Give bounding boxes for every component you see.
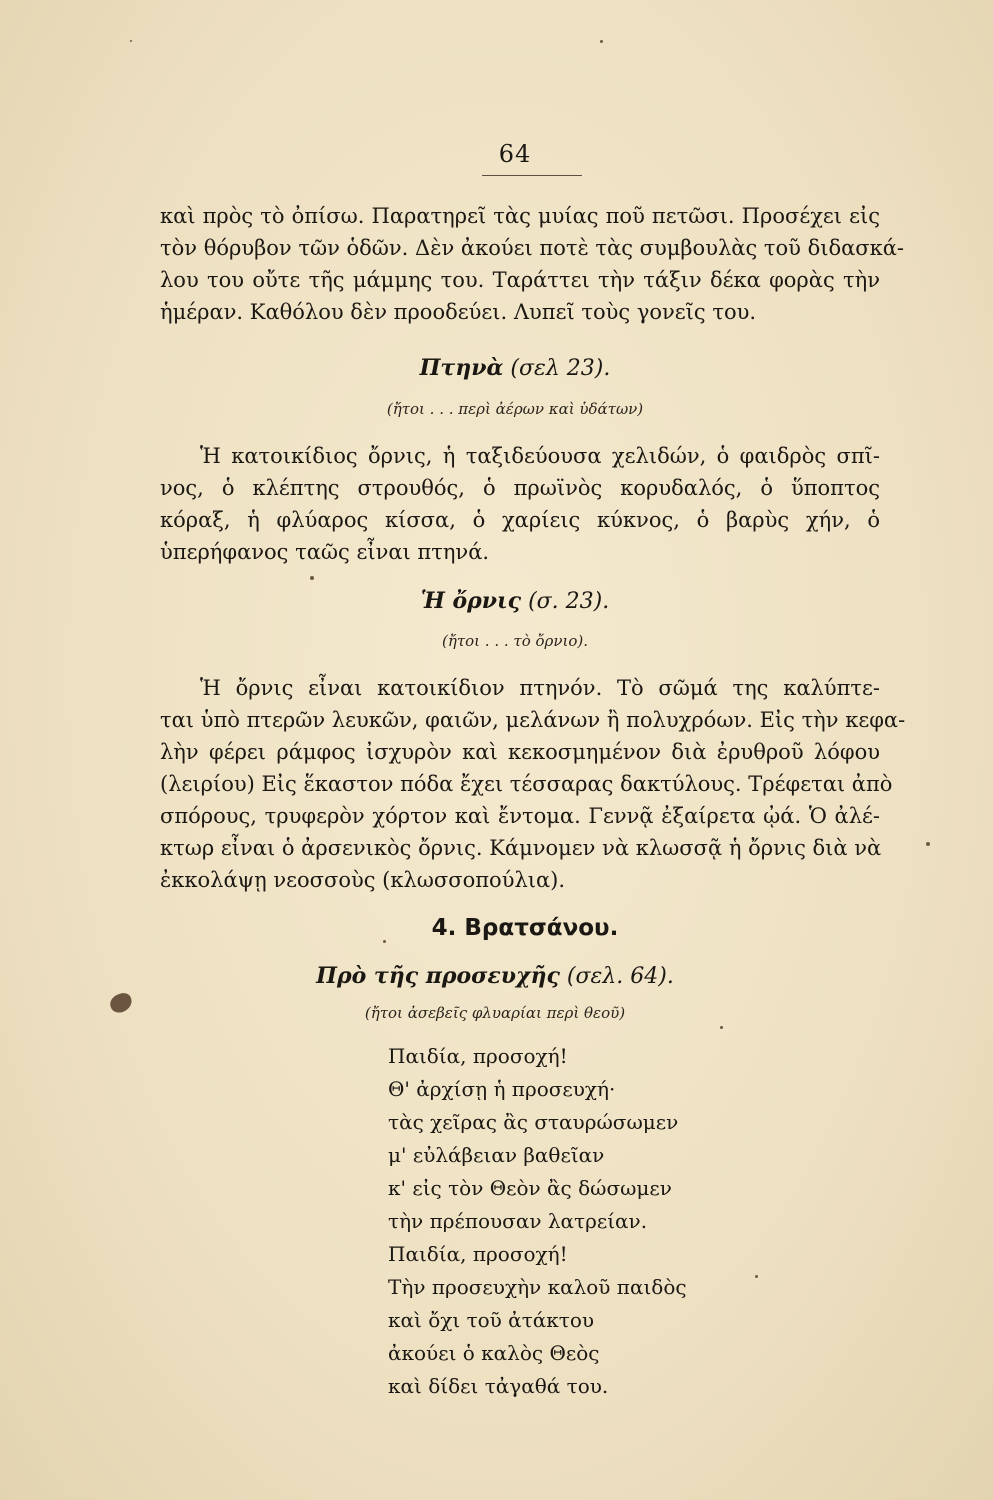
text-line: ἡμέραν. Καθόλου δὲν προοδεύει. Λυπεῖ τοὺς γονεῖς του. xyxy=(160,300,757,324)
poem-line: Θ' ἀρχίσῃ ἡ προσευχή· xyxy=(388,1077,616,1101)
poem-line: μ' εὐλάβειαν βαθεῖαν xyxy=(388,1143,605,1167)
paper-speck xyxy=(720,1026,723,1029)
heading-pro-tis-proseuchis xyxy=(0,963,993,989)
text-line: Ἡ κατοικίδιος ὄρνις, ἡ ταξιδεύουσα χελιδών, ὁ φαιδρὸς σπῖ- xyxy=(200,444,880,468)
paper-speck xyxy=(755,1275,758,1278)
heading-page-ref: (σ. 23). xyxy=(528,589,610,614)
poem-line: Παιδία, προσοχή! xyxy=(388,1242,568,1266)
text-line: ται ὑπὸ πτερῶν λευκῶν, φαιῶν, μελάνων ἢ πολυχρόων. Εἰς τὴν κεφα- xyxy=(160,708,906,732)
heading-title: Πρὸ τῆς προσευχῆς xyxy=(316,963,560,989)
text-line: καὶ πρὸς τὸ ὀπίσω. Παρατηρεῖ τὰς μυίας ποῦ πετῶσι. Προσέχει εἰς xyxy=(160,204,880,228)
poem-line: κ' εἰς τὸν Θεὸν ἂς δώσωμεν xyxy=(388,1176,672,1200)
heading-page-ref: (σελ 23). xyxy=(510,356,611,381)
heading-ornis xyxy=(0,588,993,614)
text-line: ἐκκολάψῃ νεοσσοὺς (κλωσσοπούλια). xyxy=(160,868,566,892)
text-line: (λειρίου) Εἰς ἕκαστον πόδα ἔχει τέσσαρας δακτύλους. Τρέφεται ἀπὸ xyxy=(160,772,893,796)
text-line: Ἡ ὄρνις εἶναι κατοικίδιον πτηνόν. Τὸ σῶμά της καλύπτε- xyxy=(200,676,880,700)
page-number: 64 xyxy=(498,140,532,168)
text-line: κόραξ, ἡ φλύαρος κίσσα, ὁ χαρίεις κύκνος, ὁ βαρὺς χήν, ὁ xyxy=(160,508,880,532)
paragraph-ptina xyxy=(160,440,880,568)
poem-line: καὶ δίδει τἀγαθά του. xyxy=(388,1374,609,1398)
text-line: ὑπερήφανος ταῶς εἶναι πτηνά. xyxy=(160,540,490,564)
page-number-rule xyxy=(482,175,582,176)
paper-speck xyxy=(600,40,603,43)
poem xyxy=(388,1040,687,1403)
paragraph-continuation xyxy=(160,200,905,328)
heading-title: Ἡ ὄρνις xyxy=(420,588,522,614)
poem-line: Τὴν προσευχὴν καλοῦ παιδὸς xyxy=(388,1275,687,1299)
poem-line: τὰς χεῖρας ἂς σταυρώσωμεν xyxy=(388,1110,679,1134)
text-line: τὸν θόρυβον τῶν ὁδῶν. Δὲν ἀκούει ποτὲ τὰς συμβουλὰς τοῦ διδασκά- xyxy=(160,236,905,260)
poem-line: ἀκούει ὁ καλὸς Θεὸς xyxy=(388,1341,600,1365)
paper-speck xyxy=(130,40,132,42)
paper-speck xyxy=(383,940,386,943)
note-ornis: (ἤτοι . . . τὸ ὄρνιο). xyxy=(441,632,589,650)
paper-speck xyxy=(926,842,930,846)
text-line: σπόρους, τρυφερὸν χόρτον καὶ ἔντομα. Γεννᾷ ἐξαίρετα ᾠά. Ὁ ἀλέ- xyxy=(160,804,880,828)
text-line: νος, ὁ κλέπτης στρουθός, ὁ πρωϊνὸς κορυδαλός, ὁ ὕποπτος xyxy=(160,476,880,500)
text-line: λου του οὔτε τῆς μάμμης του. Ταράττει τὴν τάξιν δέκα φορὰς τὴν xyxy=(160,268,880,292)
paragraph-ornis xyxy=(160,672,906,896)
paper-speck xyxy=(310,576,314,580)
note-ptina: (ἤτοι . . . περὶ ἀέρων καὶ ὑδάτων) xyxy=(386,400,644,418)
poem-line: τὴν πρέπουσαν λατρείαν. xyxy=(388,1209,648,1233)
text-line: κτωρ εἶναι ὁ ἀρσενικὸς ὄρνις. Κάμνομεν νὰ κλωσσᾷ ἡ ὄρνις διὰ νὰ xyxy=(160,836,882,860)
heading-title: Πτηνὰ xyxy=(419,355,504,381)
note-pro: (ἤτοι ἀσεβεῖς φλυαρίαι περὶ θεοῦ) xyxy=(364,1004,626,1022)
poem-line: Παιδία, προσοχή! xyxy=(388,1044,568,1068)
heading-page-ref: (σελ. 64). xyxy=(566,964,674,989)
text-line: λὴν φέρει ράμφος ἰσχυρὸν καὶ κεκοσμημένον διὰ ἐρυθροῦ λόφου xyxy=(160,740,880,764)
heading-ptina xyxy=(0,355,993,381)
poem-line: καὶ ὄχι τοῦ ἀτάκτου xyxy=(388,1308,595,1332)
section-title: 4. Βρατσάνου. xyxy=(431,915,619,941)
